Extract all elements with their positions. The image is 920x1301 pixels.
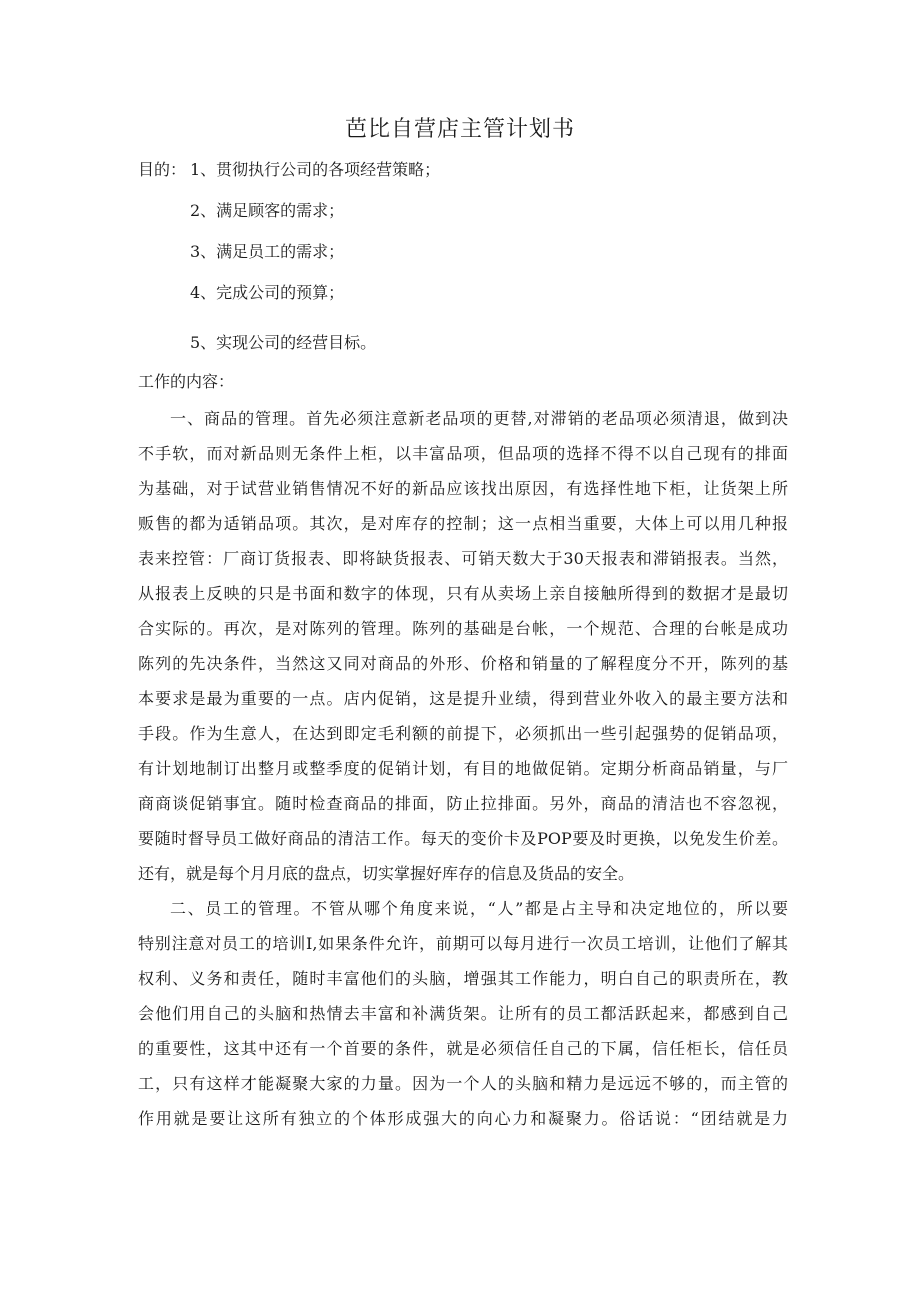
section2-line: 二、员工的管理。不管从哪个角度来说，“人”都是占主导和决定地位的，所以要 — [170, 899, 788, 918]
goal-item-3: 3、满足员工的需求； — [190, 242, 345, 261]
goal-prefix: 目的： — [138, 160, 187, 179]
section1-line: 有计划地制订出整月或整季度的促销计划，有目的地做促销。定期分析商品销量，与厂 — [138, 759, 788, 778]
section2-line: 作用就是要让这所有独立的个体形成强大的向心力和凝聚力。俗话说：“团结就是力 — [138, 1109, 788, 1128]
section1-line: 手段。作为生意人，在达到即定毛利额的前提下，必须抓出一些引起强势的促销品项， — [138, 724, 788, 743]
section2-line: 工，只有这样才能凝聚大家的力量。因为一个人的头脑和精力是远远不够的，而主管的 — [138, 1074, 788, 1093]
section1-line: 一、商品的管理。首先必须注意新老品项的更替,对滞销的老品项必须清退，做到决 — [170, 409, 788, 428]
section1-line: 表来控管：厂商订货报表、即将缺货报表、可销天数大于30天报表和滞销报表。当然， — [138, 549, 788, 568]
section2-line: 特别注意对员工的培训I,如果条件允许，前期可以每月进行一次员工培训，让他们了解其 — [138, 934, 788, 953]
section1-line: 陈列的先决条件，当然这又同对商品的外形、价格和销量的了解程度分不开，陈列的基 — [138, 654, 788, 673]
section1-line: 本要求是最为重要的一点。店内促销，这是提升业绩，得到营业外收入的最主要方法和 — [138, 689, 788, 708]
section1-line: 为基础，对于试营业销售情况不好的新品应该找出原因，有选择性地下柜，让货架上所 — [138, 479, 788, 498]
document-title: 芭比自营店主管计划书 — [344, 117, 575, 142]
section2-line: 的重要性，这其中还有一个首要的条件，就是必须信任自己的下属，信任柜长，信任员 — [138, 1039, 788, 1058]
section1-line: 商商谈促销事宜。随时检查商品的排面，防止拉排面。另外，商品的清洁也不容忽视， — [138, 794, 788, 813]
content-heading: 工作的内容： — [138, 372, 235, 391]
section1-line: 从报表上反映的只是书面和数字的体现，只有从卖场上亲自接触所得到的数据才是最切 — [138, 584, 788, 603]
section2-line: 会他们用自己的头脑和热情去丰富和补满货架。让所有的员工都活跃起来，都感到自己 — [138, 1004, 788, 1023]
goal-item-4: 4、完成公司的预算； — [190, 283, 345, 302]
goal-item-2: 2、满足顾客的需求； — [190, 201, 345, 220]
section1-line: 要随时督导员工做好商品的清洁工作。每天的变价卡及POP要及时更换，以免发生价差。 — [138, 829, 788, 848]
section1-line: 还有，就是每个月月底的盘点，切实掌握好库存的信息及货品的安全。 — [138, 864, 635, 883]
section1-line: 合实际的。再次，是对陈列的管理。陈列的基础是台帐，一个规范、合理的台帐是成功 — [138, 619, 788, 638]
goal-item-5: 5、实现公司的经营目标。 — [190, 333, 377, 352]
goal-item-1: 1、贯彻执行公司的各项经营策略； — [190, 160, 441, 179]
section2-line: 权利、义务和责任，随时丰富他们的头脑，增强其工作能力，明白自己的职责所在，教 — [138, 969, 788, 988]
section1-line: 贩售的都为适销品项。其次，是对库存的控制；这一点相当重要，大体上可以用几种报 — [138, 514, 788, 533]
section1-line: 不手软，而对新品则无条件上柜，以丰富品项，但品项的选择不得不以自己现有的排面 — [138, 444, 788, 463]
